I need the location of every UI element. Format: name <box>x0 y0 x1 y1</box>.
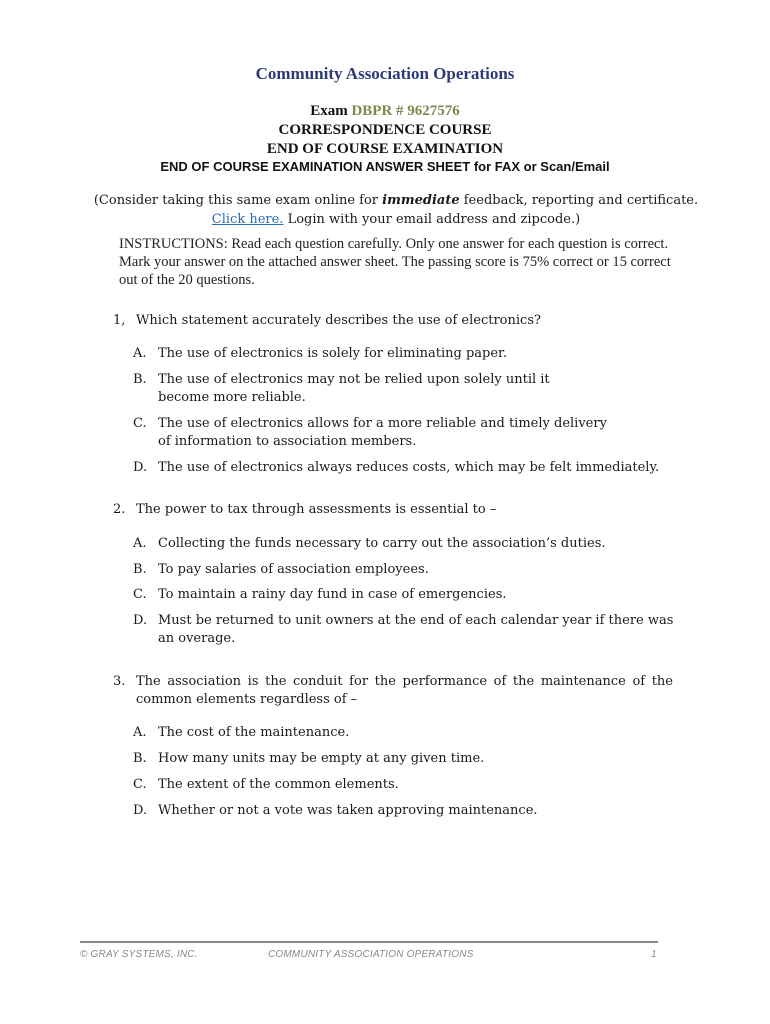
exam-type-line: END OF COURSE EXAMINATION <box>266 141 504 157</box>
q3-option-a[interactable]: A. The cost of the maintenance. <box>133 725 350 740</box>
footer-copyright: © GRAY SYSTEMS, INC. <box>80 949 198 960</box>
question-text: Which statement accurately describes the use of electronics? <box>136 313 541 328</box>
answer-sheet-line: END OF COURSE EXAMINATION ANSWER SHEET for FAX or Scan/Email <box>160 159 610 174</box>
q1-option-d[interactable]: D. The use of electronics always reduces costs, which may be felt immediately. <box>133 460 660 475</box>
q3-option-b[interactable]: B. How many units may be empty at any given time. <box>133 751 485 766</box>
q1-option-b[interactable]: B. The use of electronics may not be relied upon solely until it become more reliable. <box>133 372 550 405</box>
q1-option-a[interactable]: A. The use of electronics is solely for eliminating paper. <box>133 346 507 361</box>
question-text: The power to tax through assessments is essential to – <box>136 502 497 517</box>
question-number: 3. <box>113 674 126 689</box>
exam-line <box>0 103 770 120</box>
footer-divider <box>80 941 658 943</box>
q2-option-b[interactable]: B. To pay salaries of association employees. <box>133 562 429 577</box>
course-type-line: CORRESPONDENCE COURSE <box>278 122 492 138</box>
document-title: Community Association Operations <box>255 64 515 83</box>
q2-option-d[interactable]: D. Must be returned to unit owners at the end of each calendar year if there was an overage. <box>133 613 674 646</box>
q1-option-c[interactable]: C. The use of electronics allows for a more reliable and timely delivery of information to association members. <box>133 416 607 449</box>
q3-option-d[interactable]: D. Whether or not a vote was taken approving maintenance. <box>133 803 538 818</box>
instructions: INSTRUCTIONS: Read each question carefully. Only one answer for each question is correct. Mark your answer on the attached answer sheet. The passing score is 75% correct or 15 correct out of the 20 questions. <box>119 236 671 288</box>
footer-page-number: 1 <box>651 949 657 960</box>
online-exam-note: (Consider taking this same exam online for immediate feedback, reporting and certificate. Click here. Login with your email address and zipcode.) <box>93 193 699 227</box>
question-2 <box>113 501 673 519</box>
exam-code: DBPR # 9627576 <box>351 103 460 119</box>
click-here-link[interactable]: Click here. <box>211 212 284 227</box>
question-3 <box>113 673 673 709</box>
q3-option-c[interactable]: C. The extent of the common elements. <box>133 777 399 792</box>
emphasis-text: immediate <box>382 193 460 208</box>
exam-prefix: Exam <box>310 103 348 119</box>
footer-course-name: COMMUNITY ASSOCIATION OPERATIONS <box>268 949 474 960</box>
q2-option-a[interactable]: A. Collecting the funds necessary to carry out the association’s duties. <box>133 536 606 551</box>
question-number: 1, <box>113 313 126 328</box>
question-1 <box>113 312 673 330</box>
question-text: The association is the conduit for the performance of the maintenance of the common elements regardless of – <box>136 674 673 707</box>
q2-option-c[interactable]: C. To maintain a rainy day fund in case of emergencies. <box>133 587 507 602</box>
question-number: 2. <box>113 502 126 517</box>
